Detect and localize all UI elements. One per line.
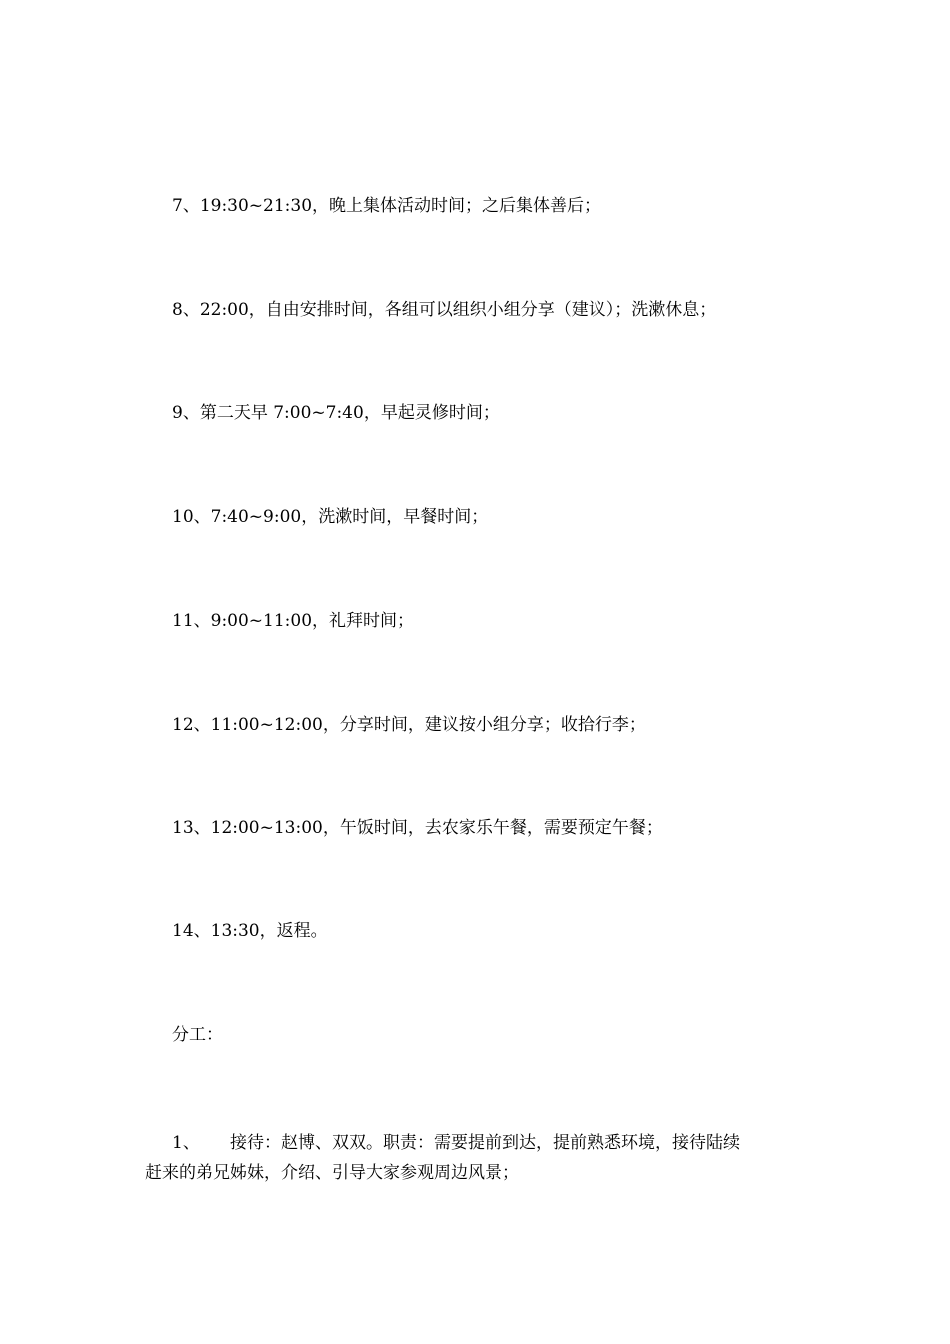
division-heading: 分工： [172, 1025, 223, 1045]
schedule-item-8: 8、22:00，自由安排时间，各组可以组织小组分享（建议）；洗漱休息； [172, 300, 717, 320]
schedule-item-10: 10、7:40~9:00，洗漱时间，早餐时间； [172, 507, 489, 527]
schedule-item-7: 7、19:30~21:30，晚上集体活动时间；之后集体善后； [172, 196, 602, 216]
division-item-number: 1、 [172, 1133, 200, 1153]
division-item-1 [145, 1128, 815, 1188]
schedule-item-11: 11、9:00~11:00，礼拜时间； [172, 611, 415, 631]
division-item-text: 接待：赵博、双双。职责：需要提前到达，提前熟悉环境，接待陆续 [230, 1133, 740, 1153]
schedule-item-14: 14、13:30，返程。 [172, 921, 328, 941]
schedule-item-12: 12、11:00~12:00，分享时间，建议按小组分享；收拾行李； [172, 715, 646, 735]
division-item-first-line [145, 1128, 815, 1158]
division-item-continuation: 赶来的弟兄姊妹，介绍、引导大家参观周边风景； [145, 1163, 519, 1183]
schedule-item-13: 13、12:00~13:00，午饭时间，去农家乐午餐，需要预定午餐； [172, 818, 663, 838]
schedule-item-9: 9、第二天早 7:00~7:40，早起灵修时间； [172, 403, 500, 423]
